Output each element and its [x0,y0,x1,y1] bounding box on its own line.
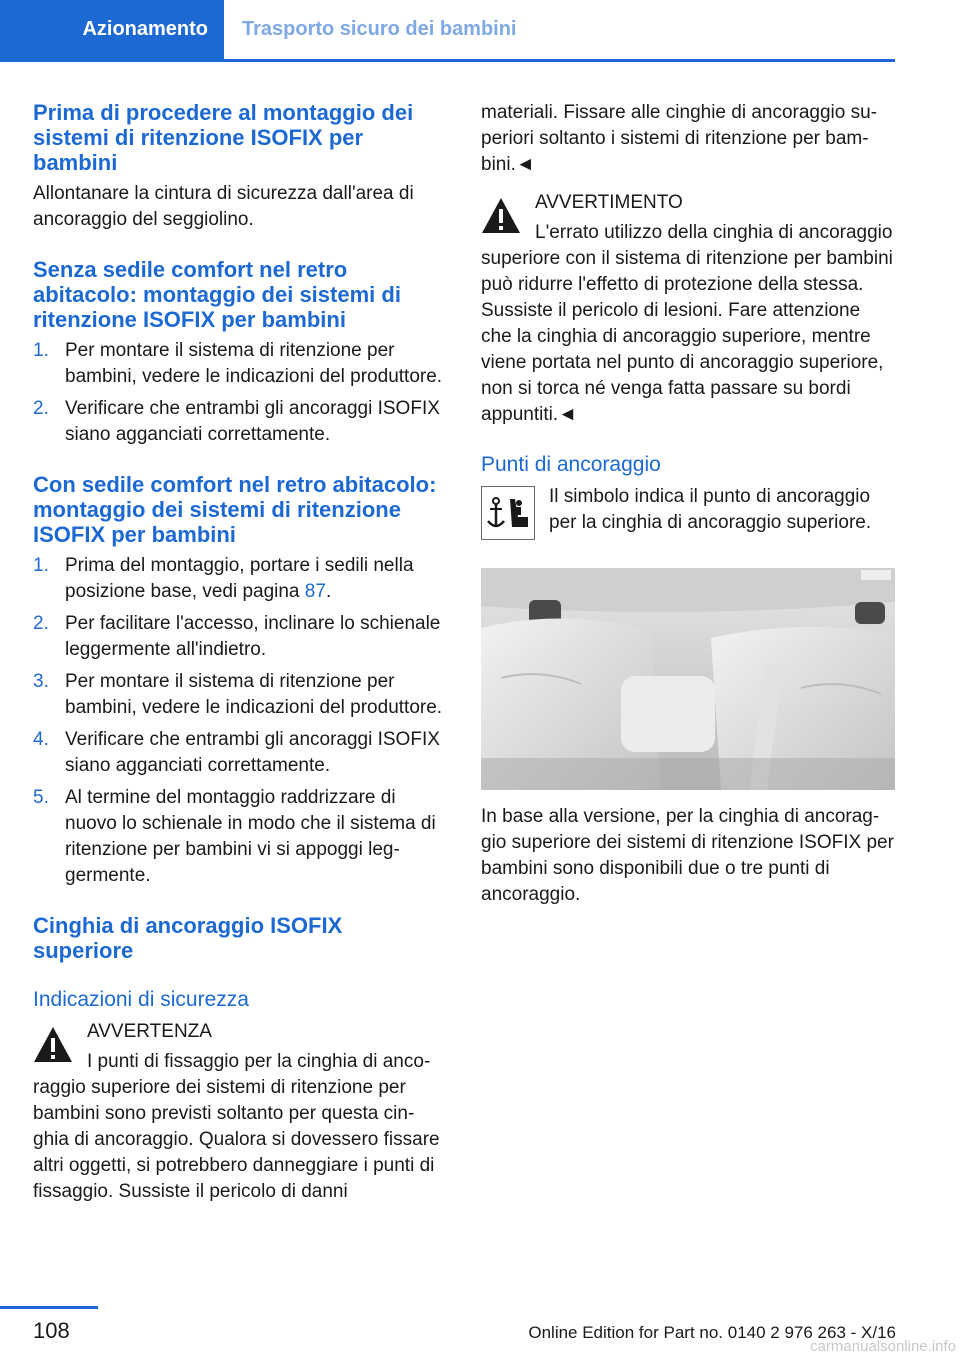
step-text: Verificare che entrambi gli ancoraggi ISOFIX siano agganciati correttamente. [65,729,440,776]
step-number: 4. [33,729,49,750]
step-number: 5. [33,787,49,808]
warning-block [33,1019,443,1205]
step-text: Al termine del montaggio raddrizzare di nuovo lo schienale in modo che il sistema di ritenzione per bambini vi si appoggi leggermente. [65,787,436,886]
heading-indicazioni: Indicazioni di sicurezza [33,988,249,1011]
page-link[interactable]: 87 [304,581,326,602]
warning-triangle-icon [481,196,521,236]
rear-seat-photo [481,568,895,790]
page-header [0,0,895,62]
chapter-breadcrumb [242,0,517,59]
para-prima: Allontanare la cintura di sicurezza dall'area di ancoraggio del seggiolino. [33,183,414,230]
list-item [33,396,443,448]
step-text: Verificare che entrambi gli ancoraggi ISOFIX siano agganciati correttamente. [65,398,440,445]
step-number: 3. [33,671,49,692]
step-text: Per facilitare l'accesso, inclinare lo schienale leggermente all'indietro. [65,613,441,660]
step-number: 1. [33,340,49,361]
step-text: Per montare il sistema di ritenzione per bambini, vedere le indicazioni del produttore. [65,671,443,718]
symbol-block [481,484,895,546]
list-item [33,785,443,889]
list-item [33,669,443,721]
section-label: Azionamento [82,18,208,40]
heading-con: Con sedile comfort nel retro abitacolo: montaggio dei sistemi di ritenzione ISOFIX per bambini [33,472,437,547]
step-text: Per montare il sistema di ritenzione per bambini, vedere le indicazioni del produttore. [65,340,443,387]
list-item [33,727,443,779]
warning-text: I punti di fissaggio per la cinghia di ancoraggio superiore dei sistemi di ritenzione per bambini sono previsti soltanto per questa cinghia di ancoraggio. Qualora si dovessero fissare altri oggetti, si potrebbero danneggiare i punti di fissaggio. Sussiste il pericolo di danni [33,1051,440,1202]
symbol-description: Il simbolo indica il punto di ancoraggio per la cinghia di ancoraggio superiore. [549,486,872,533]
steps-con [33,553,443,889]
step-text: Prima del montaggio, portare i sedili nella posizione base, vedi pagina [65,555,414,602]
heading-cinghia: Cinghia di ancoraggio ISOFIX superiore [33,913,343,963]
photo-caption: In base alla versione, per la cinghia di ancoraggio superiore dei sistemi di ritenzione ISOFIX per bambini sono disponibili due o tre punti di ancoraggio. [481,806,894,905]
warning-title: AVVERTENZA [87,1021,212,1042]
warning-title: AVVERTIMENTO [535,192,683,213]
footer-rule [0,1306,98,1309]
section-tab [0,0,224,59]
list-item [33,338,443,390]
step-number: 1. [33,555,49,576]
steps-senza [33,338,443,448]
step-number: 2. [33,613,49,634]
right-column [481,100,895,908]
chapter-label: Trasporto sicuro dei bambini [242,18,517,40]
list-item [33,553,443,605]
warning-triangle-icon [33,1025,73,1065]
heading-prima: Prima di procedere al montaggio dei sistemi di ritenzione ISOFIX per bambini [33,100,414,175]
page-number: 108 [33,1318,70,1343]
list-item [33,611,443,663]
watermark: carmanualsonline.info [810,1338,956,1355]
heading-punti: Punti di ancoraggio [481,453,661,476]
step-number: 2. [33,398,49,419]
warning-text: L'errato utilizzo della cinghia di ancoraggio superiore con il sistema di ritenzione per bambini può ridurre l'effetto di protezione della stessa. Sussiste il pericolo di lesioni. Fare attenzione che la cinghia di ancoraggio superiore, mentre viene portata nel punto di ancoraggio superiore, non si torca né venga fatta passare su bordi appuntiti.◄ [481,222,893,425]
step-text-end: . [325,581,332,602]
continued-text: materiali. Fissare alle cinghie di ancoraggio superiori soltanto i sistemi di ritenzione per bambini.◄ [481,102,878,175]
child-seat-anchor-icon [481,486,535,540]
heading-senza: Senza sedile comfort nel retro abitacolo: montaggio dei sistemi di ritenzione ISOFIX per bambini [33,257,401,332]
edition-note: Online Edition for Part no. 0140 2 976 263 - X/16 [528,1323,896,1342]
warning-block [481,190,895,428]
left-column [33,100,443,1205]
